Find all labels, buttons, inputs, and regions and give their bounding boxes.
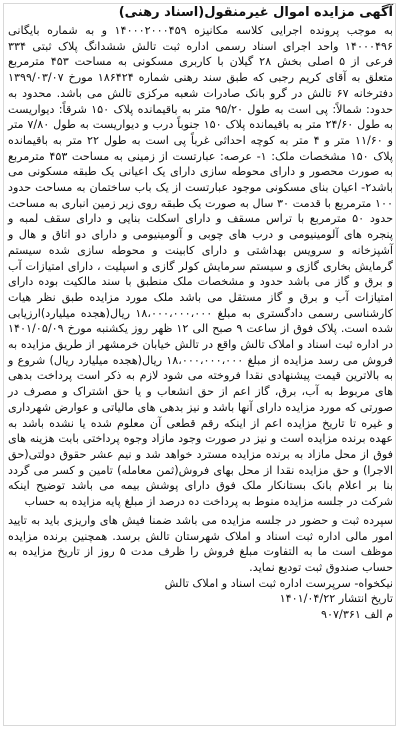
notice-title: آگهی مزایده اموال غیرمنقول(اسناد رهنی) xyxy=(118,5,393,20)
notice-signature: نیکخواه- سرپرست اداره ثبت اسناد و املاک تالش xyxy=(164,576,393,590)
notice-body: به موجب پرونده اجرایی کلاسه مکانیزه ۱۴۰۰۰۲۰۰۰۴۵۹ و به شماره بایگانی ۱۴۰۰۰۴۹۶ واحد اجرای اسناد رسمی اداره ثبت تالش ششدانگ پلاک ثبتی ۳۳۴ فرعی از ۵ اصلی بخش ۲۸ گیلان با کاربری مسکونی به مساحت ۴۵۳ مترمربع متعلق به آقای کریم رجبی که طبق سند رهنی شماره ۱۸۶۴۲۴ مورخ ۱۳۹۹/۰۳/۰۷ دفترخانه ۶۷ تالش در گرو بانک صادرات شعبه مرکزی تالش می باشد. محدود به حدود: شمالاً: پی است به طول ۹۵/۲۰ متر به باقیمانده پلاک ۱۵۰ شرقاً: دیواریست به طول ۲۴/۶۰ متر به باقیمانده پلاک ۱۵۰ جنوباً درب و دیواریست به طول ۷/۸۰ متر و ۱۱/۶۰ متر و ۴ متر به کوچه احداثی غرباً پی است به طول ۲۲ متر به باقیمانده پلاک ۱۵۰ مشخصات ملک: ۱- عرصه: عبارتست از زمینی به مساحت ۴۵۳ مترمربع به صورت محصور و دارای محوطه سازی دارای یک اعیانی یک طبقه مسکونی می باشد۲- اعیان بنای مسکونی موجود عبارتست از یک باب ساختمان به مساحت حدود ۱۰۰ مترمربع با قدمت ۳۰ سال به صورت یک طبقه روی زیر زمین انباری به مساحت حدود ۵۰ مترمربع با تراس مسقف و دارای اسکلت بنایی و دارای سقف لمبه و پنجره های آلومینیومی و درب های چوبی و آلومینیومی و دارای دو اتاق و هال و آشپزخانه و سرویس بهداشتی و دارای کابینت و محوطه سازی شده سیستم گرمایش بخاری گازی و سیستم سرمایش کولر گازی و اسپلیت ، دارای امتیازات آب و برق و گاز می باشد حدود و مشخصات ملک منطبق با سند مالکیت بوده دارای امتیازات آب و برق و گاز مستقل می باشد ملک مورد مزایده طبق نظر هیات کارشناسی رسمی دادگستری به مبلغ ۱۸،۰۰۰،۰۰۰،۰۰۰ ریال(هجده میلیارد)ارزیابی شده است. پلاک فوق از ساعت ۹ صبح الی ۱۲ ظهر روز یکشنبه مورخ ۱۴۰۱/۰۵/۰۹ در اداره ثبت اسناد و املاک تالش واقع در تالش خیابان خرمشهر از طریق مزایده به فروش می رسد مزایده از مبلغ ۱۸،۰۰۰،۰۰۰،۰۰۰ ریال(هجده میلیارد ریال) شروع و به بالاترین قیمت پیشنهادی نقدا فروخته می شود لازم به ذکر است پرداخت بدهی های مربوط به آب، برق، گاز اعم از حق انشعاب و یا حق اشتراک و مصرف در صورتی که مورد مزایده دارای آنها باشد و نیز بدهی های مالیاتی و عوارض شهرداری و غیره تا تاریخ مزایده اعم از اینکه رقم قطعی آن معلوم شده یا نشده باشد به عهده برنده مزایده است و نیز در صورت وجود مازاد وجوه پرداختی بابت هزینه های فوق از محل مازاد به برنده مزایده مسترد خواهد شد و نیم عشر حقوق دولتی(حق الاجرا) و حق مزایده نقدا از محل بهای فروش(ثمن معامله) تامین و کسر می گردد بنا بر اعلام بانک بستانکار ملک فوق دارای پوشش بیمه می باشد توضیح اینکه شرکت در جلسه مزایده منوط به پرداخت ده درصد از مبلغ پایه مزایده به حساب xyxy=(8,24,394,509)
notice-final-paragraph: سپرده ثبت و حضور در جلسه مزایده می باشد ضمنا فیش های واریزی باید به تایید امور مالی اداره ثبت اسناد و املاک شهرستان تالش برسد. همچنین برنده مزایده موظف است ما به التفاوت مبلغ فروش را ظرف مدت ۵ روز از تاریخ مزایده به حساب صندوق ثبت تودیع نماید. xyxy=(8,513,393,574)
reference-number: م الف ۹۰۷/۳۶۱ xyxy=(321,608,393,622)
auction-notice xyxy=(8,4,393,623)
publish-date: تاریخ انتشار ۱۴۰۱/۰۴/۲۲ xyxy=(279,592,393,606)
